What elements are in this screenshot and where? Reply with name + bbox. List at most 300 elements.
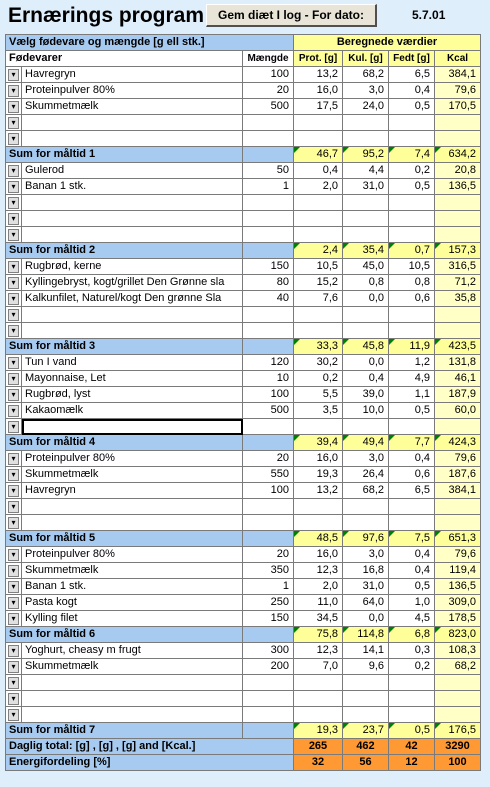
food-carbs	[343, 515, 389, 531]
daily-total-fat: 42	[389, 739, 435, 755]
food-carbs: 3,0	[343, 547, 389, 563]
dropdown-arrow-icon[interactable]: ▾	[8, 293, 19, 305]
food-kcal: 79,6	[435, 83, 481, 99]
meal-sum-label: Sum for måltid 4	[6, 435, 243, 451]
food-amount[interactable]	[243, 323, 294, 339]
energy-kcal-percent: 100	[435, 755, 481, 771]
food-amount[interactable]: 250	[243, 595, 294, 611]
dropdown-arrow-icon[interactable]: ▾	[8, 597, 19, 609]
food-dropdown-cell[interactable]	[6, 675, 22, 691]
food-amount[interactable]: 10	[243, 371, 294, 387]
food-row	[6, 675, 481, 691]
food-dropdown-cell[interactable]	[6, 707, 22, 723]
meal-sum-carbs: 114,8	[343, 627, 389, 643]
food-kcal: 131,8	[435, 355, 481, 371]
food-dropdown-cell[interactable]	[6, 659, 22, 675]
food-dropdown-cell[interactable]	[6, 275, 22, 291]
food-row	[6, 483, 481, 499]
food-name[interactable]: Havregryn	[22, 483, 243, 499]
food-fat: 0,4	[389, 547, 435, 563]
food-kcal: 79,6	[435, 547, 481, 563]
meal-sum-kcal: 651,3	[435, 531, 481, 547]
food-kcal	[435, 227, 481, 243]
food-fat: 0,4	[389, 83, 435, 99]
food-name[interactable]: Banan 1 stk.	[22, 579, 243, 595]
food-fat	[389, 323, 435, 339]
dropdown-arrow-icon[interactable]: ▾	[8, 165, 19, 177]
food-dropdown-cell[interactable]	[6, 403, 22, 419]
energy-distribution-label: Energifordeling [%]	[6, 755, 294, 771]
food-row	[6, 579, 481, 595]
food-carbs: 31,0	[343, 179, 389, 195]
food-kcal: 79,6	[435, 451, 481, 467]
food-fat	[389, 115, 435, 131]
food-amount[interactable]: 1	[243, 179, 294, 195]
food-name[interactable]: Proteinpulver 80%	[22, 547, 243, 563]
food-fat: 0,4	[389, 563, 435, 579]
food-dropdown-cell[interactable]	[6, 467, 22, 483]
dropdown-arrow-icon[interactable]: ▾	[8, 645, 19, 657]
food-name[interactable]: Yoghurt, cheasy m frugt	[22, 643, 243, 659]
food-dropdown-cell[interactable]	[6, 595, 22, 611]
food-dropdown-cell[interactable]	[6, 451, 22, 467]
save-diet-log-button[interactable]: Gem diæt I log - For dato:	[206, 4, 377, 27]
dropdown-arrow-icon[interactable]: ▾	[8, 133, 19, 145]
food-name[interactable]: Havregryn	[22, 67, 243, 83]
dropdown-arrow-icon[interactable]: ▾	[8, 117, 19, 129]
column-header-kcal: Kcal	[435, 51, 481, 67]
dropdown-arrow-icon[interactable]: ▾	[8, 277, 19, 289]
dropdown-arrow-icon[interactable]: ▾	[8, 261, 19, 273]
food-carbs	[343, 691, 389, 707]
food-dropdown-cell[interactable]	[6, 579, 22, 595]
food-amount[interactable]: 550	[243, 467, 294, 483]
food-kcal	[435, 499, 481, 515]
food-dropdown-cell[interactable]	[6, 227, 22, 243]
dropdown-arrow-icon[interactable]: ▾	[8, 325, 19, 337]
food-name[interactable]: Mayonnaise, Let	[22, 371, 243, 387]
food-dropdown-cell[interactable]	[6, 355, 22, 371]
food-row	[6, 83, 481, 99]
food-carbs: 24,0	[343, 99, 389, 115]
food-name[interactable]: Rugbrød, kerne	[22, 259, 243, 275]
food-name[interactable]: Kylling filet	[22, 611, 243, 627]
food-fat: 0,6	[389, 291, 435, 307]
food-name[interactable]	[22, 419, 243, 435]
dropdown-arrow-icon[interactable]: ▾	[8, 581, 19, 593]
food-carbs	[343, 419, 389, 435]
food-amount[interactable]: 100	[243, 483, 294, 499]
meal-sum-row	[6, 243, 481, 259]
dropdown-arrow-icon[interactable]: ▾	[8, 469, 19, 481]
food-kcal: 136,5	[435, 179, 481, 195]
dropdown-arrow-icon[interactable]: ▾	[8, 69, 19, 81]
food-amount[interactable]: 500	[243, 403, 294, 419]
food-amount[interactable]: 200	[243, 659, 294, 675]
food-kcal: 316,5	[435, 259, 481, 275]
food-row	[6, 611, 481, 627]
meal-sum-carbs: 45,8	[343, 339, 389, 355]
meal-sum-protein: 33,3	[294, 339, 343, 355]
meal-sum-blank	[243, 339, 294, 355]
dropdown-arrow-icon[interactable]: ▾	[8, 709, 19, 721]
food-name[interactable]: Kakaomælk	[22, 403, 243, 419]
food-amount[interactable]: 500	[243, 99, 294, 115]
food-row	[6, 515, 481, 531]
food-row	[6, 67, 481, 83]
meal-sum-fat: 7,7	[389, 435, 435, 451]
app-title: Ernærings program	[8, 4, 205, 27]
food-amount[interactable]: 100	[243, 67, 294, 83]
food-dropdown-cell[interactable]	[6, 323, 22, 339]
food-protein: 16,0	[294, 83, 343, 99]
food-amount[interactable]: 150	[243, 259, 294, 275]
food-amount[interactable]: 150	[243, 611, 294, 627]
food-amount[interactable]: 20	[243, 547, 294, 563]
food-amount[interactable]: 300	[243, 643, 294, 659]
food-amount[interactable]	[243, 419, 294, 435]
food-protein	[294, 115, 343, 131]
food-kcal	[435, 419, 481, 435]
food-fat: 10,5	[389, 259, 435, 275]
food-dropdown-cell[interactable]	[6, 611, 22, 627]
food-protein: 13,2	[294, 483, 343, 499]
daily-total-kcal: 3290	[435, 739, 481, 755]
food-amount[interactable]	[243, 227, 294, 243]
food-amount[interactable]: 40	[243, 291, 294, 307]
food-carbs	[343, 675, 389, 691]
food-amount[interactable]	[243, 515, 294, 531]
food-row	[6, 195, 481, 211]
food-dropdown-cell[interactable]	[6, 131, 22, 147]
food-name[interactable]	[22, 499, 243, 515]
food-fat: 1,1	[389, 387, 435, 403]
food-kcal	[435, 691, 481, 707]
food-amount[interactable]: 20	[243, 83, 294, 99]
food-amount[interactable]	[243, 307, 294, 323]
food-carbs: 0,0	[343, 611, 389, 627]
dropdown-arrow-icon[interactable]: ▾	[8, 485, 19, 497]
dropdown-arrow-icon[interactable]: ▾	[8, 677, 19, 689]
food-amount[interactable]: 1	[243, 579, 294, 595]
food-kcal	[435, 115, 481, 131]
food-kcal	[435, 707, 481, 723]
food-amount[interactable]	[243, 115, 294, 131]
column-header-amount: Mængde	[243, 51, 294, 67]
food-name[interactable]	[22, 131, 243, 147]
food-dropdown-cell[interactable]	[6, 211, 22, 227]
dropdown-arrow-icon[interactable]: ▾	[8, 373, 19, 385]
food-name[interactable]: Skummetmælk	[22, 99, 243, 115]
food-protein: 12,3	[294, 563, 343, 579]
food-amount[interactable]	[243, 195, 294, 211]
food-protein	[294, 227, 343, 243]
food-name[interactable]	[22, 691, 243, 707]
food-amount[interactable]: 100	[243, 387, 294, 403]
column-header-food: Fødevarer	[6, 51, 243, 67]
food-dropdown-cell[interactable]	[6, 83, 22, 99]
food-carbs: 68,2	[343, 483, 389, 499]
food-name[interactable]	[22, 307, 243, 323]
food-fat: 4,5	[389, 611, 435, 627]
food-protein: 34,5	[294, 611, 343, 627]
dropdown-arrow-icon[interactable]: ▾	[8, 453, 19, 465]
dropdown-arrow-icon[interactable]: ▾	[8, 357, 19, 369]
food-fat: 0,6	[389, 467, 435, 483]
food-amount[interactable]: 350	[243, 563, 294, 579]
food-kcal: 384,1	[435, 67, 481, 83]
food-amount[interactable]	[243, 691, 294, 707]
dropdown-arrow-icon[interactable]: ▾	[8, 197, 19, 209]
dropdown-arrow-icon[interactable]: ▾	[8, 693, 19, 705]
meal-sum-blank	[243, 531, 294, 547]
food-row	[6, 419, 481, 435]
food-kcal: 71,2	[435, 275, 481, 291]
food-protein	[294, 323, 343, 339]
food-protein	[294, 675, 343, 691]
food-fat	[389, 675, 435, 691]
food-carbs: 4,4	[343, 163, 389, 179]
meal-sum-carbs: 95,2	[343, 147, 389, 163]
food-name[interactable]	[22, 115, 243, 131]
version-label: 5.7.01	[412, 8, 446, 22]
food-name[interactable]: Tun I vand	[22, 355, 243, 371]
food-row	[6, 691, 481, 707]
food-dropdown-cell[interactable]	[6, 99, 22, 115]
food-fat	[389, 307, 435, 323]
meal-sum-protein: 48,5	[294, 531, 343, 547]
meal-sum-protein: 46,7	[294, 147, 343, 163]
meal-sum-fat: 6,8	[389, 627, 435, 643]
food-amount[interactable]: 120	[243, 355, 294, 371]
food-kcal: 136,5	[435, 579, 481, 595]
food-carbs	[343, 499, 389, 515]
food-dropdown-cell[interactable]	[6, 67, 22, 83]
food-amount[interactable]: 20	[243, 451, 294, 467]
food-dropdown-cell[interactable]	[6, 259, 22, 275]
food-carbs	[343, 307, 389, 323]
food-name[interactable]: Proteinpulver 80%	[22, 83, 243, 99]
nutrition-sheet	[5, 34, 481, 771]
food-protein: 11,0	[294, 595, 343, 611]
food-fat: 6,5	[389, 483, 435, 499]
food-amount[interactable]: 80	[243, 275, 294, 291]
food-dropdown-cell[interactable]	[6, 179, 22, 195]
food-name[interactable]	[22, 675, 243, 691]
food-protein: 19,3	[294, 467, 343, 483]
food-protein: 16,0	[294, 547, 343, 563]
food-dropdown-cell[interactable]	[6, 163, 22, 179]
food-fat: 1,2	[389, 355, 435, 371]
meal-sum-fat: 0,5	[389, 723, 435, 739]
food-name[interactable]: Skummetmælk	[22, 467, 243, 483]
food-name[interactable]: Skummetmælk	[22, 659, 243, 675]
food-fat: 4,9	[389, 371, 435, 387]
dropdown-arrow-icon[interactable]: ▾	[8, 85, 19, 97]
dropdown-arrow-icon[interactable]: ▾	[8, 389, 19, 401]
food-kcal	[435, 675, 481, 691]
meal-sum-row	[6, 531, 481, 547]
food-carbs: 68,2	[343, 67, 389, 83]
meal-sum-fat: 7,4	[389, 147, 435, 163]
food-dropdown-cell[interactable]	[6, 515, 22, 531]
food-dropdown-cell[interactable]	[6, 547, 22, 563]
dropdown-arrow-icon[interactable]: ▾	[8, 405, 19, 417]
food-dropdown-cell[interactable]	[6, 499, 22, 515]
energy-fat-percent: 12	[389, 755, 435, 771]
food-amount[interactable]	[243, 131, 294, 147]
food-dropdown-cell[interactable]	[6, 307, 22, 323]
meal-sum-label: Sum for måltid 7	[6, 723, 243, 739]
food-protein: 0,2	[294, 371, 343, 387]
food-protein	[294, 707, 343, 723]
meal-sum-kcal: 157,3	[435, 243, 481, 259]
food-amount[interactable]	[243, 675, 294, 691]
food-name[interactable]	[22, 195, 243, 211]
meal-sum-carbs: 97,6	[343, 531, 389, 547]
food-protein: 7,0	[294, 659, 343, 675]
food-amount[interactable]	[243, 211, 294, 227]
meal-sum-kcal: 424,3	[435, 435, 481, 451]
food-row	[6, 595, 481, 611]
meal-sum-kcal: 176,5	[435, 723, 481, 739]
food-dropdown-cell[interactable]	[6, 387, 22, 403]
food-kcal: 384,1	[435, 483, 481, 499]
food-carbs: 3,0	[343, 83, 389, 99]
food-amount[interactable]	[243, 707, 294, 723]
food-amount[interactable]	[243, 499, 294, 515]
daily-total-protein: 265	[294, 739, 343, 755]
food-protein	[294, 499, 343, 515]
food-carbs: 3,0	[343, 451, 389, 467]
food-protein	[294, 515, 343, 531]
food-name[interactable]: Proteinpulver 80%	[22, 451, 243, 467]
food-dropdown-cell[interactable]	[6, 419, 22, 435]
meal-sum-protein: 75,8	[294, 627, 343, 643]
food-protein: 10,5	[294, 259, 343, 275]
food-name[interactable]: Pasta kogt	[22, 595, 243, 611]
food-dropdown-cell[interactable]	[6, 371, 22, 387]
food-dropdown-cell[interactable]	[6, 115, 22, 131]
food-protein: 0,4	[294, 163, 343, 179]
food-fat: 0,5	[389, 579, 435, 595]
food-name[interactable]: Banan 1 stk.	[22, 179, 243, 195]
food-carbs: 9,6	[343, 659, 389, 675]
column-header-carbs: Kul. [g]	[343, 51, 389, 67]
food-carbs: 0,4	[343, 371, 389, 387]
food-name[interactable]: Rugbrød, lyst	[22, 387, 243, 403]
meal-sum-fat: 0,7	[389, 243, 435, 259]
food-dropdown-cell[interactable]	[6, 691, 22, 707]
dropdown-arrow-icon[interactable]: ▾	[8, 517, 19, 529]
food-name[interactable]: Kalkunfilet, Naturel/kogt Den grønne Sla	[22, 291, 243, 307]
food-protein	[294, 131, 343, 147]
food-protein	[294, 211, 343, 227]
food-dropdown-cell[interactable]	[6, 643, 22, 659]
meal-sum-label: Sum for måltid 6	[6, 627, 243, 643]
dropdown-arrow-icon[interactable]: ▾	[8, 213, 19, 225]
food-dropdown-cell[interactable]	[6, 291, 22, 307]
meal-sum-protein: 39,4	[294, 435, 343, 451]
food-row	[6, 259, 481, 275]
food-carbs: 0,0	[343, 355, 389, 371]
meal-sum-blank	[243, 147, 294, 163]
meal-sum-label: Sum for måltid 5	[6, 531, 243, 547]
dropdown-arrow-icon[interactable]: ▾	[8, 101, 19, 113]
food-kcal: 178,5	[435, 611, 481, 627]
dropdown-arrow-icon[interactable]: ▾	[8, 229, 19, 241]
food-fat	[389, 515, 435, 531]
food-fat	[389, 707, 435, 723]
food-carbs: 10,0	[343, 403, 389, 419]
dropdown-arrow-icon[interactable]: ▾	[8, 613, 19, 625]
food-row	[6, 323, 481, 339]
food-carbs: 31,0	[343, 579, 389, 595]
food-carbs	[343, 707, 389, 723]
food-fat	[389, 227, 435, 243]
food-row	[6, 307, 481, 323]
food-row	[6, 291, 481, 307]
food-carbs: 0,8	[343, 275, 389, 291]
food-dropdown-cell[interactable]	[6, 563, 22, 579]
food-kcal	[435, 307, 481, 323]
food-protein: 2,0	[294, 179, 343, 195]
food-row	[6, 403, 481, 419]
dropdown-arrow-icon[interactable]: ▾	[8, 565, 19, 577]
food-protein	[294, 419, 343, 435]
dropdown-arrow-icon[interactable]: ▾	[8, 501, 19, 513]
food-carbs: 14,1	[343, 643, 389, 659]
food-name[interactable]	[22, 515, 243, 531]
meal-sum-blank	[243, 243, 294, 259]
meal-sum-blank	[243, 627, 294, 643]
food-fat	[389, 131, 435, 147]
food-name[interactable]	[22, 323, 243, 339]
food-name[interactable]: Gulerod	[22, 163, 243, 179]
dropdown-arrow-icon[interactable]: ▾	[8, 549, 19, 561]
food-row	[6, 467, 481, 483]
meal-sum-row	[6, 147, 481, 163]
food-carbs: 39,0	[343, 387, 389, 403]
food-name[interactable]	[22, 707, 243, 723]
food-name[interactable]: Kyllingebryst, kogt/grillet Den Grønne sla	[22, 275, 243, 291]
food-carbs: 64,0	[343, 595, 389, 611]
food-carbs: 26,4	[343, 467, 389, 483]
dropdown-arrow-icon[interactable]: ▾	[8, 661, 19, 673]
dropdown-arrow-icon[interactable]: ▾	[8, 309, 19, 321]
food-carbs	[343, 195, 389, 211]
food-name[interactable]: Skummetmælk	[22, 563, 243, 579]
meal-sum-row	[6, 723, 481, 739]
food-protein: 2,0	[294, 579, 343, 595]
dropdown-arrow-icon[interactable]: ▾	[8, 181, 19, 193]
food-name[interactable]	[22, 227, 243, 243]
food-kcal	[435, 195, 481, 211]
food-dropdown-cell[interactable]	[6, 483, 22, 499]
food-fat	[389, 499, 435, 515]
food-protein	[294, 195, 343, 211]
food-kcal: 46,1	[435, 371, 481, 387]
food-dropdown-cell[interactable]	[6, 195, 22, 211]
food-row	[6, 387, 481, 403]
dropdown-arrow-icon[interactable]: ▾	[8, 421, 19, 433]
food-amount[interactable]: 50	[243, 163, 294, 179]
calculated-values-header: Beregnede værdier	[294, 35, 481, 51]
meal-sum-label: Sum for måltid 3	[6, 339, 243, 355]
food-kcal: 170,5	[435, 99, 481, 115]
food-fat	[389, 211, 435, 227]
food-name[interactable]	[22, 211, 243, 227]
